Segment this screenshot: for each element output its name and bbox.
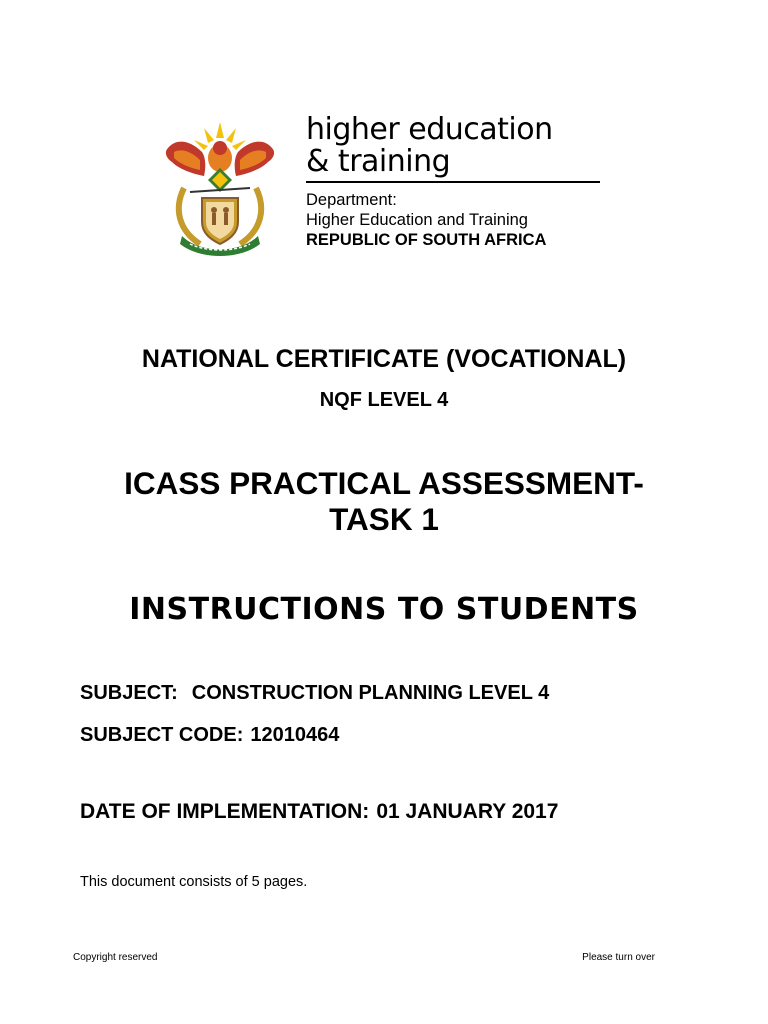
assessment-title-line-1: ICASS PRACTICAL ASSESSMENT- — [124, 465, 644, 501]
footer-turn-over: Please turn over — [582, 952, 655, 963]
nqf-level: NQF LEVEL 4 — [319, 389, 449, 411]
country-name: REPUBLIC OF SOUTH AFRICA — [306, 231, 547, 249]
wreath-left — [179, 188, 200, 244]
date-value: 01 JANUARY 2017 — [376, 800, 559, 823]
subject-code-line — [80, 724, 339, 747]
subject-value: CONSTRUCTION PLANNING LEVEL 4 — [191, 682, 550, 704]
certificate-title: NATIONAL CERTIFICATE (VOCATIONAL) — [141, 345, 627, 373]
page-count-note: This document consists of 5 pages. — [80, 874, 308, 890]
subject-code-label: SUBJECT CODE: — [80, 724, 244, 746]
subject-label: SUBJECT: — [80, 682, 178, 704]
coat-of-arms-icon — [160, 118, 280, 258]
subject-code-value: 12010464 — [250, 724, 340, 746]
logo-line-higher-education: higher education — [306, 112, 553, 147]
date-label: DATE OF IMPLEMENTATION: — [80, 800, 370, 823]
department-label: Department: — [306, 191, 397, 209]
department-name: Higher Education and Training — [306, 211, 528, 229]
assessment-title-line-2: TASK 1 — [329, 501, 439, 537]
assessment-title — [0, 465, 768, 537]
logo-divider — [306, 181, 600, 183]
wreath-right — [240, 188, 261, 244]
logo-line-training: & training — [306, 144, 451, 179]
department-logo — [306, 114, 606, 250]
footer-copyright: Copyright reserved — [73, 952, 158, 963]
instructions-heading: INSTRUCTIONS TO STUDENTS — [129, 592, 639, 627]
subject-line — [80, 682, 549, 705]
date-of-implementation-line — [80, 800, 558, 824]
